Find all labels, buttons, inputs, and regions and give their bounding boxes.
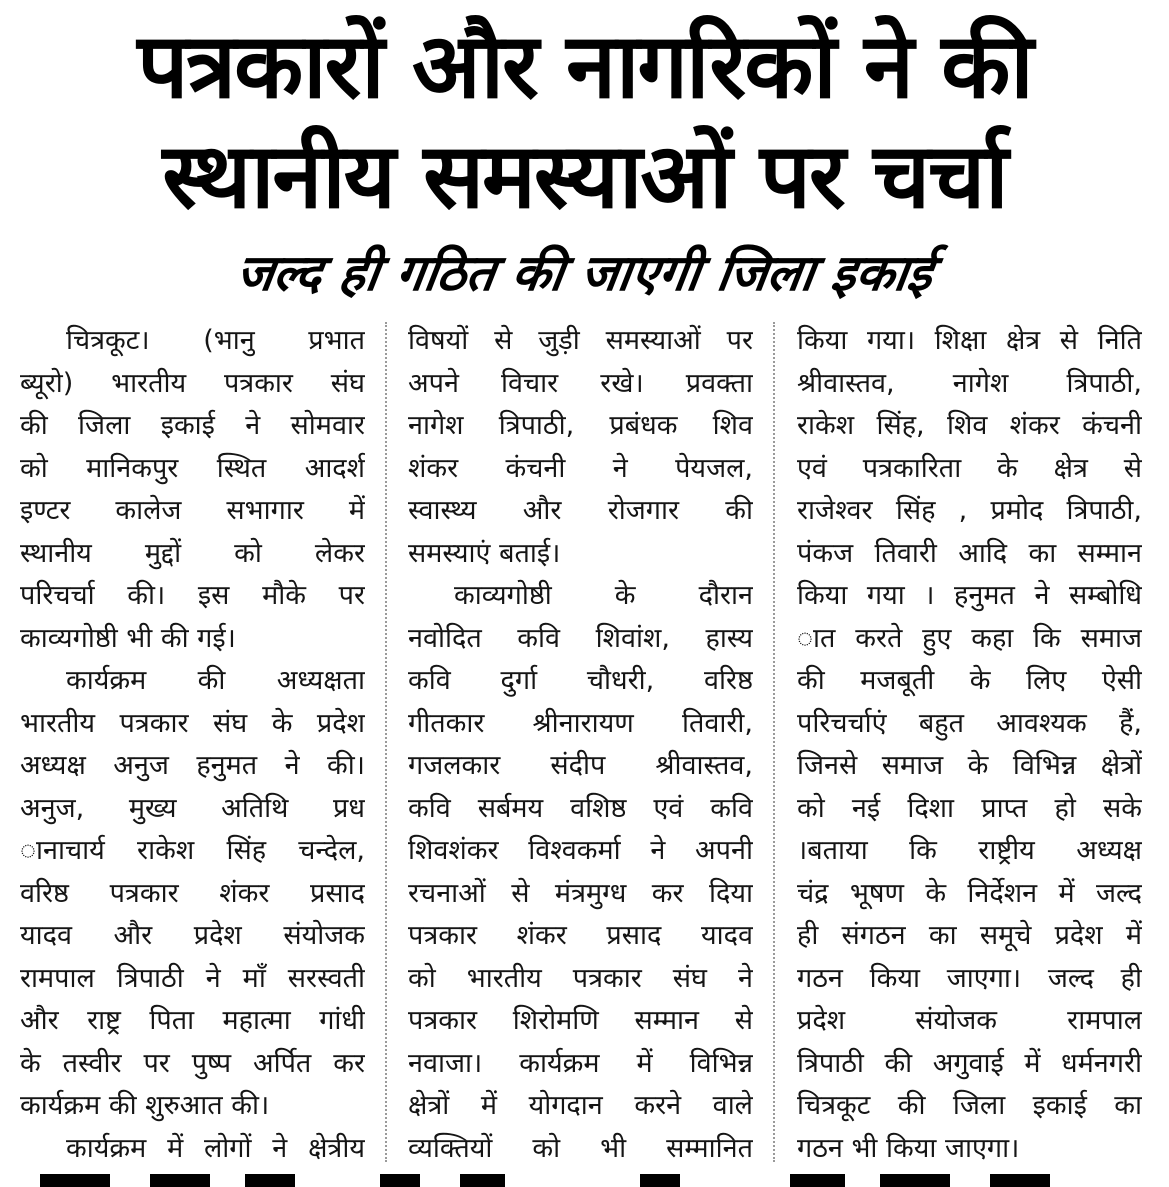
next-headline-cropped [0,1170,1169,1187]
article-column-3 [797,320,1142,1170]
article-line: काव्यगोष्ठी भी की गई। [20,622,236,654]
article-line: चंद्र भूषण के निर्देशन में जल्द [797,877,1142,909]
article-line: ब्यूरो) भारतीय पत्रकार संघ [20,367,365,399]
article-line: ही संगठन का समूचे प्रदेश में [797,920,1142,951]
headline-line-2: स्थानीय समस्याओं पर चर्चा [162,124,1007,229]
article-line: की जिला इकाई ने सोमवार [20,410,365,441]
article-line: अध्यक्ष अनुज हनुमत ने की। [20,750,365,781]
article-line: और राष्ट्र पिता महात्मा गांधी [20,1005,365,1036]
article-line: त्रिपाठी की अगुवाई में धर्मनगरी [797,1047,1142,1079]
article-line: क्षेत्रों में योगदान करने वाले [408,1090,753,1121]
article-line: गठन भी किया जाएगा। [797,1132,1020,1164]
article-line: किया गया । हनुमत ने सम्बोध‍ि [797,580,1142,611]
article-line: कार्यक्रम में लोगों ने क्षेत्रीय [66,1132,365,1164]
article-line: चित्रकूट की जिला इकाई का [797,1090,1142,1121]
article-line: चित्रकूट। (भानु प्रभात [66,325,365,356]
article-column-1 [20,320,365,1170]
article-line: परिचर्चा की। इस मौके पर [20,580,365,611]
article-line: रचनाओं से मंत्रमुग्ध कर दिया [408,877,753,909]
article-line: अनुज, मुख्य अतिथि प्रध [20,792,365,824]
article-line: परिचर्चाएं बहुत आवश्यक हैं, [797,707,1142,739]
subheadline: जल्द ही गठित की जाएगी जिला इकाई [232,244,937,302]
article-line: विषयों से जुड़ी समस्याओं पर [408,325,753,356]
article-line: इण्टर कालेज सभागार में [20,495,365,526]
article-line: पंकज तिवारी आदि का सम्मान [797,537,1142,569]
article-line: गठन किया जाएगा। जल्द ही [797,962,1142,994]
article-line: शंकर कंचनी ने पेयजल, [408,452,753,484]
article-line: किया गया। शिक्षा क्षेत्र से निति [797,325,1142,356]
article-line: स्वास्थ्य और रोजगार की [408,495,753,526]
article-line: ।बताया कि राष्ट्रीय अध्यक्ष [797,835,1142,866]
article-line: व्यक्तियों को भी सम्मानित [408,1132,753,1164]
article-line: गीतकार श्रीनारायण तिवारी, [408,707,753,739]
article-line: नवाजा। कार्यक्रम में विभिन्न [408,1047,753,1079]
article-line: स्थानीय मुद्दों को लेकर [20,537,365,569]
article-line: गजलकार संदीप श्रीवास्तव, [408,750,753,781]
article-line: यादव और प्रदेश संयोजक [20,920,365,951]
article-line: प्रदेश संयोजक रामपाल [797,1005,1142,1036]
article-line: वरिष्ठ पत्रकार शंकर प्रसाद [20,877,365,909]
headline-line-1: पत्रकारों और नागरिकों ने की [137,14,1032,119]
article-line: राकेश सिंह, शिव शंकर कंचनी [797,410,1142,441]
article-line: ानाचार्य राकेश सिंह चन्देल, [20,835,365,866]
article-line: श्रीवास्तव, नागेश त्रिपाठी, [797,367,1142,399]
article-line: रामपाल त्रिपाठी ने माँ सरस्वती [20,962,365,994]
article-line: नागेश त्रिपाठी, प्रबंधक शिव [408,410,753,441]
article-line: कवि सर्बमय वशिष्ठ एवं कवि [408,792,753,824]
article-line: काव्यगोष्ठी के दौरान [454,580,753,611]
article-line: कार्यक्रम की अध्यक्षता [66,665,365,696]
article-line: पत्रकार शंकर प्रसाद यादव [408,920,753,951]
article-column-2 [408,320,753,1170]
article-line: कवि दुर्गा चौधरी, वरिष्ठ [408,665,753,696]
article-line: कार्यक्रम की शुरुआत की। [20,1090,270,1121]
article-line: जिनसे समाज के विभिन्न क्षेत्रों [797,750,1142,781]
article-line: को नई दिशा प्राप्त हो सके [797,792,1142,824]
article-line: ात करते हुए कहा कि समाज [797,622,1142,654]
article-line: शिवशंकर विश्वकर्मा ने अपनी [408,835,753,866]
article-line: भारतीय पत्रकार संघ के प्रदेश [20,707,365,739]
column-divider [773,322,775,1162]
column-divider [385,322,387,1162]
article-line: समस्याएं बताई। [408,537,561,569]
article-line: राजेश्वर सिंह , प्रमोद त्रिपाठी, [797,495,1142,526]
article-line: नवोदित कवि शिवांश, हास्य [408,622,753,654]
article-line: को भारतीय पत्रकार संघ ने [408,962,753,994]
article-line: की मजबूती के लिए ऐसी [797,665,1142,696]
article-line: एवं पत्रकारिता के क्षेत्र से [797,452,1142,484]
article-line: को मानिकपुर स्थित आदर्श [20,452,365,484]
article-line: अपने विचार रखे। प्रवक्ता [408,367,753,399]
article-line: के तस्वीर पर पुष्प अर्पित कर [20,1047,365,1079]
article-line: पत्रकार शिरोमणि सम्मान से [408,1005,753,1036]
